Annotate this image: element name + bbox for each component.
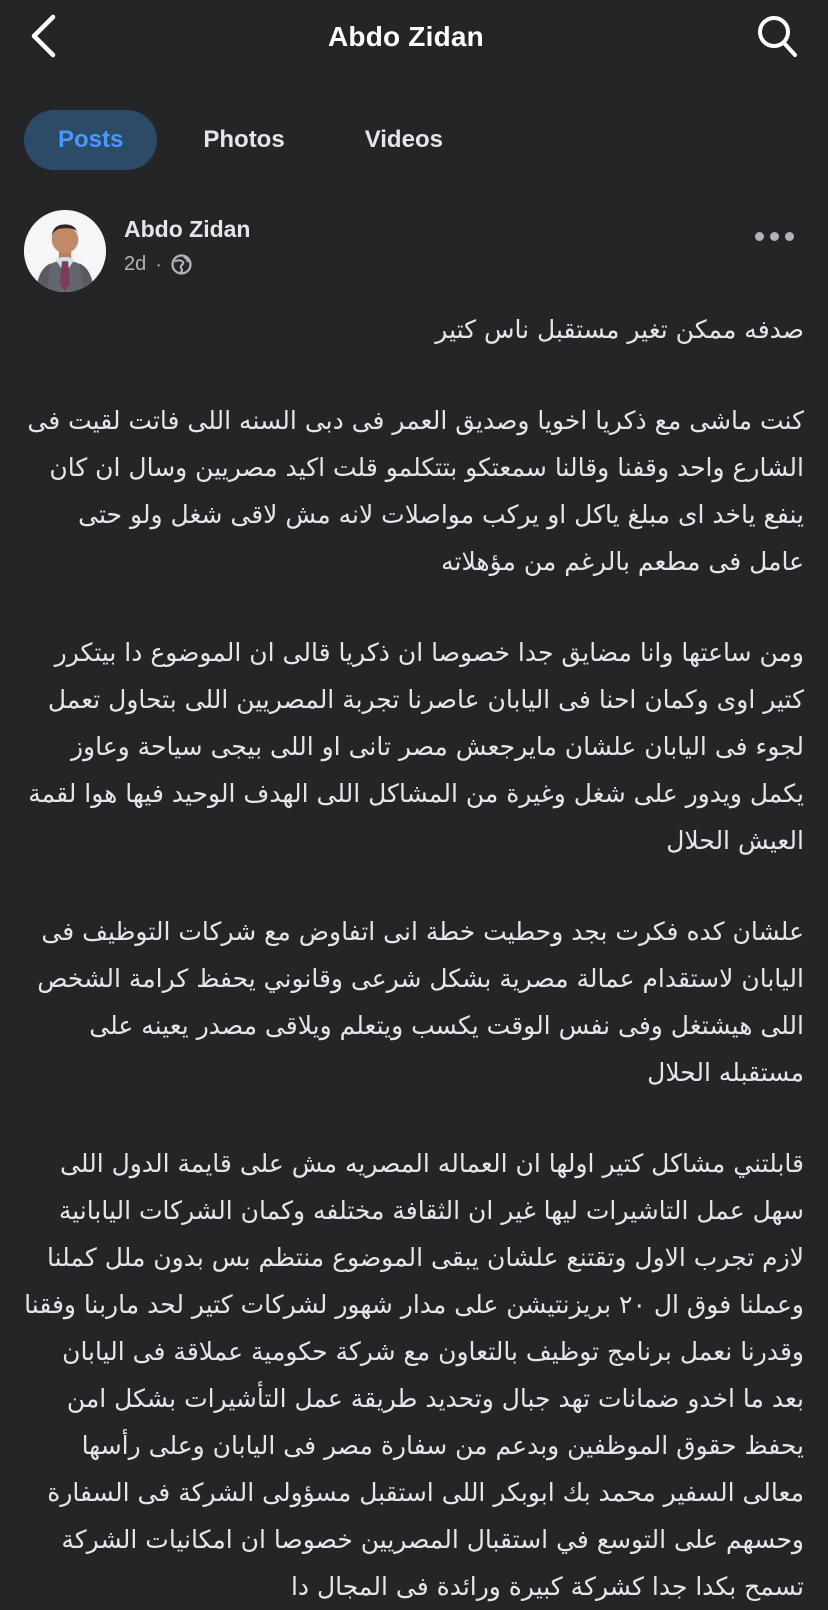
post-header-text — [124, 210, 250, 276]
post-header — [24, 210, 804, 292]
ellipsis-icon — [755, 232, 764, 241]
tab-posts[interactable]: Posts — [24, 110, 157, 169]
tab-videos[interactable]: Videos — [331, 110, 477, 169]
profile-tabs — [0, 70, 828, 174]
post-paragraph: قابلتني مشاكل كتير اولها ان العماله المصريه مش على قايمة الدول اللى سهل عمل التاشيرات ليها غير ان الثقافة مختلفه وكمان الشركات اليابانية لازم تجرب الاول وتقتنع علشان يبقى الموضوع منتظم بس بدون ملل كملنا وعملنا فوق ال ٢٠ بريزنتيشن على مدار شهور لشركات كتير لحد ماربنا وفقنا وقدرنا نعمل برنامج توظيف بالتعاون مع شركة حكومية عملاقة فى اليابان بعد ما اخدو ضمانات تهد جبال وتحديد طريقة عمل التأشيرات بشكل امن يحفظ حقوق الموظفين وبدعم من سفارة مصر فى اليابان وعلى رأسها معالى السفير محمد بك ابوبكر اللى استقبل مسؤولى الشركة فى السفارة وحسهم على التوسع في استقبال المصريين خصوصا ان امكانيات الشركة تسمح بكدا جدا كشركة كبيرة ورائدة فى المجال دا — [24, 1149, 804, 1601]
post-paragraph: علشان كده فكرت بجد وحطيت خطة انى اتفاوض مع شركات التوظيف فى اليابان لاستقدام عمالة مصرية بشكل شرعى وقانوني يحفظ كرامة الشخص اللى هيشتغل وفى نفس الوقت يكسب ويتعلم ويلاقى مصدر يعينه على مستقبله الحلال — [37, 917, 804, 1087]
post-paragraph: صدفه ممكن تغير مستقبل ناس كتير — [435, 315, 804, 344]
post-body — [24, 306, 804, 1610]
post-meta — [124, 253, 250, 276]
tab-photos[interactable]: Photos — [169, 110, 318, 169]
search-icon — [754, 13, 800, 62]
search-button[interactable] — [750, 9, 804, 66]
post-paragraph: كنت ماشى مع ذكريا اخويا وصديق العمر فى دبى السنه اللى فاتت لقيت فى الشارع واحد وقفنا وقالنا سمعتكو بتتكلمو قلت اكيد مصريين وسال ان كان ينفع ياخد اى مبلغ ياكل او يركب مواصلات لانه مش لاقى شغل ولو حتى عامل فى مطعم بالرغم من مؤهلاته — [27, 406, 804, 576]
back-button[interactable] — [24, 9, 62, 66]
meta-separator: · — [155, 253, 162, 276]
timestamp: 2d — [124, 253, 147, 275]
avatar-image — [24, 210, 106, 292]
avatar[interactable] — [24, 210, 106, 292]
post-paragraph: ومن ساعتها وانا مضايق جدا خصوصا ان ذكريا قالى ان الموضوع دا بيتكرر كتير اوى وكمان احنا فى اليابان عاصرنا تجربة المصريين اللى بتحاول تعمل لجوء فى اليابان علشان مايرجعش مصر تانى او اللى بيجى سياحة وعاوز يكمل ويدور على شغل وغيرة من المشاكل اللى الهدف الوحيد فيها هوا لقمة العيش الحلال — [28, 638, 804, 855]
post-menu-button[interactable] — [749, 226, 800, 247]
chevron-left-icon — [28, 13, 58, 62]
page-title: Abdo Zidan — [328, 21, 484, 52]
post-card — [0, 174, 828, 1610]
author-name[interactable]: Abdo Zidan — [124, 216, 251, 242]
globe-icon — [171, 254, 192, 275]
top-bar — [0, 0, 828, 70]
